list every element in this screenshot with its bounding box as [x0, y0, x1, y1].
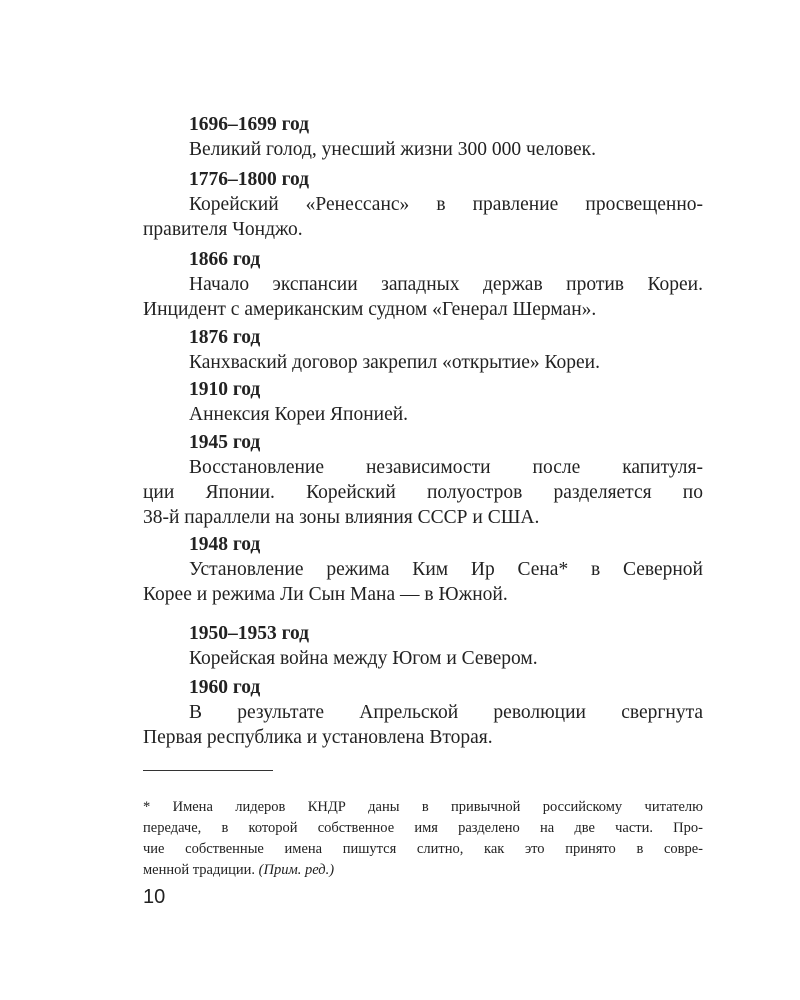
entry-year: 1876 год [189, 327, 261, 348]
footnote [143, 797, 703, 881]
chronology-entry [143, 247, 703, 322]
entry-year: 1948 год [189, 534, 261, 555]
entry-text-line: Установление режима Ким Ир Сена* в Северной [189, 559, 703, 580]
entry-text-line: Начало экспансии западных держав против Кореи. [189, 274, 703, 295]
entry-year: 1945 год [189, 432, 261, 453]
entry-year: 1960 год [189, 677, 261, 698]
chronology-entry [143, 167, 703, 242]
chronology-entry [143, 532, 703, 607]
entry-year: 1696–1699 год [189, 114, 310, 135]
entry-text-line: Корейский «Ренессанс» в правление просвещенно- [189, 194, 703, 215]
chronology-entry [143, 675, 703, 750]
entry-text-line: правителя Чонджо. [143, 219, 303, 240]
entry-text-line: Канхваский договор закрепил «открытие» Кореи. [189, 352, 600, 373]
footnote-text: * Имена лидеров КНДР даны в привычной российскому читателю [143, 799, 703, 815]
entry-text-line: Корее и режима Ли Сын Мана — в Южной. [143, 584, 508, 605]
entry-text-line: В результате Апрельской революции свергнута [189, 702, 703, 723]
chronology-entry [143, 112, 703, 162]
entry-text-line: Великий голод, унесший жизни 300 000 человек. [189, 139, 597, 160]
entry-text-line: Восстановление независимости после капитуля- [189, 457, 703, 478]
footnote-divider [143, 770, 273, 771]
footnote-line [143, 839, 703, 860]
chronology-entry [143, 621, 703, 671]
chronology-entry [143, 377, 703, 427]
entry-text-line: ции Японии. Корейский полуостров разделяется по [143, 482, 703, 503]
footnote-text: передаче, в которой собственное имя разделено на две части. Про- [143, 820, 703, 836]
entry-text-line: Инцидент с американским судном «Генерал Шерман». [143, 299, 597, 320]
entry-text-line: Корейская война между Югом и Севером. [189, 648, 538, 669]
footnote-line [143, 818, 703, 839]
entry-year: 1950–1953 год [189, 623, 310, 644]
entry-year: 1910 год [189, 379, 261, 400]
entry-year: 1776–1800 год [189, 169, 310, 190]
chronology-entry [143, 325, 703, 375]
entry-text-line: Первая республика и установлена Вторая. [143, 727, 493, 748]
page-number: 10 [143, 886, 166, 908]
footnote-text: чие собственные имена пишутся слитно, как это принято в совре- [143, 841, 703, 857]
entry-text-line: 38-й параллели на зоны влияния СССР и США. [143, 507, 540, 528]
footnote-text: менной традиции. [143, 862, 256, 878]
chronology-entry [143, 430, 703, 530]
entry-text-line: Аннексия Кореи Японией. [189, 404, 409, 425]
footnote-line [143, 860, 703, 881]
editor-note: (Прим. ред.) [258, 862, 335, 878]
footnote-line [143, 797, 703, 818]
entry-year: 1866 год [189, 249, 261, 270]
